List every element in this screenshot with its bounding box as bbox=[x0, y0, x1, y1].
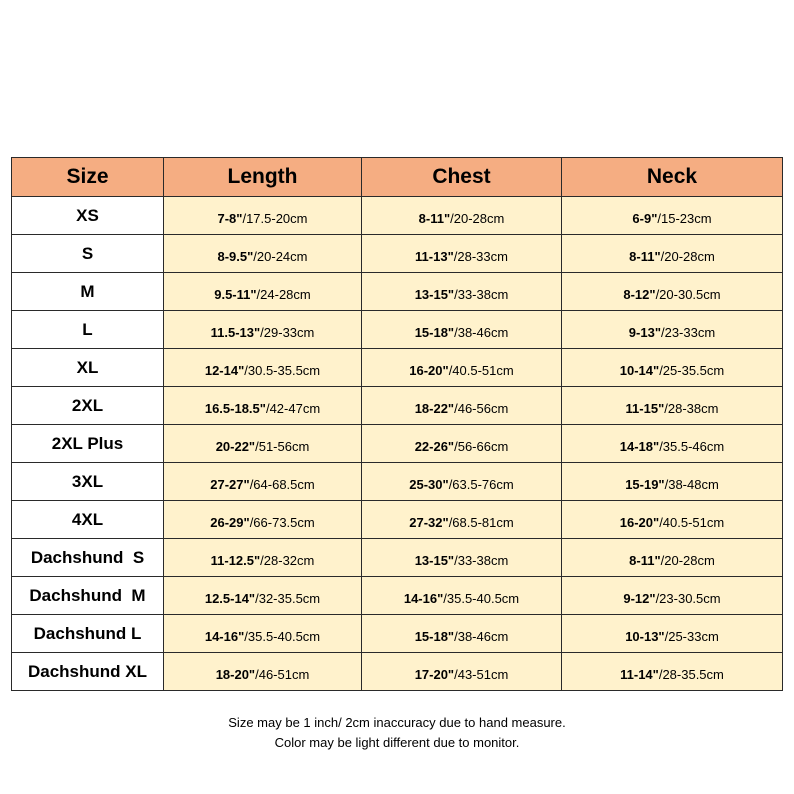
neck-inches: 9-13" bbox=[628, 325, 661, 340]
length-cell bbox=[164, 615, 362, 653]
chest-inches: 8-11" bbox=[418, 211, 451, 226]
table-row bbox=[12, 387, 783, 425]
neck-cm: /15-23cm bbox=[657, 211, 712, 226]
neck-inches: 11-14" bbox=[620, 667, 659, 682]
chest-inches: 27-32" bbox=[409, 515, 449, 530]
chest-inches: 16-20" bbox=[409, 363, 449, 378]
length-inches: 12-14" bbox=[204, 363, 245, 378]
chest-cell bbox=[362, 501, 562, 539]
neck-cell bbox=[562, 349, 783, 387]
length-cm: /29-33cm bbox=[260, 325, 315, 340]
table-row bbox=[12, 653, 783, 691]
length-cell bbox=[164, 311, 362, 349]
length-cell bbox=[164, 349, 362, 387]
neck-cm: /23-33cm bbox=[660, 325, 716, 340]
neck-cell bbox=[562, 311, 783, 349]
length-cm: /28-32cm bbox=[260, 553, 315, 568]
neck-cm: /20-30.5cm bbox=[655, 287, 721, 302]
table-row bbox=[12, 577, 783, 615]
neck-cm: /28-35.5cm bbox=[658, 667, 724, 682]
neck-inches: 15-19" bbox=[625, 477, 665, 492]
length-inches: 18-20" bbox=[215, 667, 256, 682]
neck-cm: /23-30.5cm bbox=[655, 591, 721, 606]
chest-cm: /33-38cm bbox=[454, 553, 509, 568]
chest-cell bbox=[362, 273, 562, 311]
length-cm: /30.5-35.5cm bbox=[244, 363, 321, 378]
neck-cm: /25-35.5cm bbox=[659, 363, 725, 378]
neck-inches: 9-12" bbox=[623, 591, 656, 606]
neck-inches: 10-14" bbox=[619, 363, 660, 378]
neck-inches: 6-9" bbox=[632, 211, 658, 226]
length-cm: /46-51cm bbox=[255, 667, 310, 682]
table-row bbox=[12, 311, 783, 349]
neck-inches: 8-11" bbox=[629, 249, 661, 264]
chest-cell bbox=[362, 615, 562, 653]
notes bbox=[0, 713, 794, 753]
size-chart-table bbox=[11, 157, 783, 691]
neck-inches: 8-12" bbox=[623, 287, 656, 302]
neck-cell bbox=[562, 463, 783, 501]
chest-cm: /33-38cm bbox=[454, 287, 509, 302]
table-row bbox=[12, 501, 783, 539]
chest-cm: /68.5-81cm bbox=[448, 515, 514, 530]
chest-cm: /38-46cm bbox=[454, 629, 509, 644]
chest-cell bbox=[362, 197, 562, 235]
neck-cm: /25-33cm bbox=[664, 629, 719, 644]
length-inches: 16.5-18.5" bbox=[204, 401, 266, 416]
chest-inches: 15-18" bbox=[414, 629, 455, 644]
length-inches: 9.5-11" bbox=[214, 287, 257, 302]
length-cell bbox=[164, 577, 362, 615]
table-row bbox=[12, 197, 783, 235]
length-cell bbox=[164, 463, 362, 501]
neck-inches: 8-11" bbox=[629, 553, 661, 568]
header-length: Length bbox=[164, 158, 362, 197]
size-cell: 2XL bbox=[12, 387, 164, 425]
neck-cell bbox=[562, 501, 783, 539]
chest-cell bbox=[362, 425, 562, 463]
table-row bbox=[12, 425, 783, 463]
size-cell: S bbox=[12, 235, 164, 273]
length-inches: 14-16" bbox=[204, 629, 245, 644]
chest-cell bbox=[362, 577, 562, 615]
header-neck: Neck bbox=[562, 158, 783, 197]
size-cell: Dachshund L bbox=[12, 615, 164, 653]
table-row bbox=[12, 235, 783, 273]
size-cell: M bbox=[12, 273, 164, 311]
chest-inches: 17-20" bbox=[414, 667, 455, 682]
table-row bbox=[12, 273, 783, 311]
neck-cm: /28-38cm bbox=[664, 401, 719, 416]
neck-cell bbox=[562, 615, 783, 653]
neck-cell bbox=[562, 653, 783, 691]
length-inches: 20-22" bbox=[215, 439, 256, 454]
note-color: Color may be light different due to monitor. bbox=[274, 735, 520, 750]
length-inches: 11-12.5" bbox=[210, 553, 261, 568]
neck-cell bbox=[562, 425, 783, 463]
header-chest: Chest bbox=[362, 158, 562, 197]
length-inches: 27-27" bbox=[210, 477, 250, 492]
length-cm: /20-24cm bbox=[253, 249, 308, 264]
header-size: Size bbox=[12, 158, 164, 197]
chest-cell bbox=[362, 349, 562, 387]
table-row bbox=[12, 463, 783, 501]
chest-inches: 14-16" bbox=[403, 591, 444, 606]
chest-cell bbox=[362, 653, 562, 691]
neck-cm: /40.5-51cm bbox=[659, 515, 725, 530]
length-cm: /17.5-20cm bbox=[242, 211, 308, 226]
neck-cell bbox=[562, 197, 783, 235]
length-inches: 7-8" bbox=[217, 211, 243, 226]
size-cell: 3XL bbox=[12, 463, 164, 501]
size-cell: Dachshund S bbox=[12, 539, 164, 577]
chest-cell bbox=[362, 387, 562, 425]
chest-cell bbox=[362, 539, 562, 577]
table-row bbox=[12, 349, 783, 387]
neck-cm: /20-28cm bbox=[660, 249, 715, 264]
length-cm: /32-35.5cm bbox=[255, 591, 321, 606]
neck-cell bbox=[562, 235, 783, 273]
length-inches: 12.5-14" bbox=[204, 591, 256, 606]
length-cell bbox=[164, 387, 362, 425]
chest-cell bbox=[362, 463, 562, 501]
neck-cm: /20-28cm bbox=[660, 553, 715, 568]
length-cell bbox=[164, 425, 362, 463]
length-cm: /66-73.5cm bbox=[249, 515, 315, 530]
length-cell bbox=[164, 273, 362, 311]
chest-inches: 25-30" bbox=[409, 477, 449, 492]
size-cell: XS bbox=[12, 197, 164, 235]
chest-inches: 18-22" bbox=[414, 401, 455, 416]
length-cell bbox=[164, 539, 362, 577]
length-cm: /42-47cm bbox=[265, 401, 321, 416]
chest-cm: /63.5-76cm bbox=[448, 477, 514, 492]
chest-cm: /40.5-51cm bbox=[448, 363, 514, 378]
note-accuracy: Size may be 1 inch/ 2cm inaccuracy due to hand measure. bbox=[228, 715, 566, 730]
table-row bbox=[12, 615, 783, 653]
neck-inches: 14-18" bbox=[619, 439, 660, 454]
size-cell: Dachshund XL bbox=[12, 653, 164, 691]
chest-inches: 13-15" bbox=[414, 287, 455, 302]
length-inches: 11.5-13" bbox=[210, 325, 261, 340]
neck-inches: 16-20" bbox=[619, 515, 660, 530]
length-inches: 26-29" bbox=[210, 515, 250, 530]
chest-inches: 22-26" bbox=[414, 439, 455, 454]
length-inches: 8-9.5" bbox=[217, 249, 254, 264]
neck-cell bbox=[562, 577, 783, 615]
length-cell bbox=[164, 197, 362, 235]
size-cell: Dachshund M bbox=[12, 577, 164, 615]
chest-cm: /46-56cm bbox=[454, 401, 509, 416]
length-cm: /35.5-40.5cm bbox=[244, 629, 321, 644]
table-row bbox=[12, 539, 783, 577]
chest-cm: /43-51cm bbox=[454, 667, 509, 682]
chest-cm: /56-66cm bbox=[454, 439, 509, 454]
chest-inches: 11-13" bbox=[415, 249, 454, 264]
chest-cell bbox=[362, 235, 562, 273]
neck-cell bbox=[562, 387, 783, 425]
chest-cm: /38-46cm bbox=[454, 325, 509, 340]
neck-cell bbox=[562, 273, 783, 311]
size-cell: XL bbox=[12, 349, 164, 387]
length-cm: /64-68.5cm bbox=[249, 477, 315, 492]
neck-cm: /35.5-46cm bbox=[659, 439, 725, 454]
neck-cm: /38-48cm bbox=[664, 477, 719, 492]
length-cm: /51-56cm bbox=[255, 439, 310, 454]
size-cell: 4XL bbox=[12, 501, 164, 539]
neck-inches: 10-13" bbox=[625, 629, 665, 644]
length-cm: /24-28cm bbox=[256, 287, 311, 302]
neck-cell bbox=[562, 539, 783, 577]
chest-cell bbox=[362, 311, 562, 349]
chest-cm: /28-33cm bbox=[453, 249, 508, 264]
neck-inches: 11-15" bbox=[625, 401, 665, 416]
length-cell bbox=[164, 653, 362, 691]
table-body bbox=[12, 197, 783, 691]
length-cell bbox=[164, 235, 362, 273]
size-cell: L bbox=[12, 311, 164, 349]
table-header-row bbox=[12, 158, 783, 197]
length-cell bbox=[164, 501, 362, 539]
chest-inches: 13-15" bbox=[414, 553, 455, 568]
chest-cm: /20-28cm bbox=[450, 211, 505, 226]
chest-inches: 15-18" bbox=[414, 325, 455, 340]
size-cell: 2XL Plus bbox=[12, 425, 164, 463]
chest-cm: /35.5-40.5cm bbox=[443, 591, 520, 606]
